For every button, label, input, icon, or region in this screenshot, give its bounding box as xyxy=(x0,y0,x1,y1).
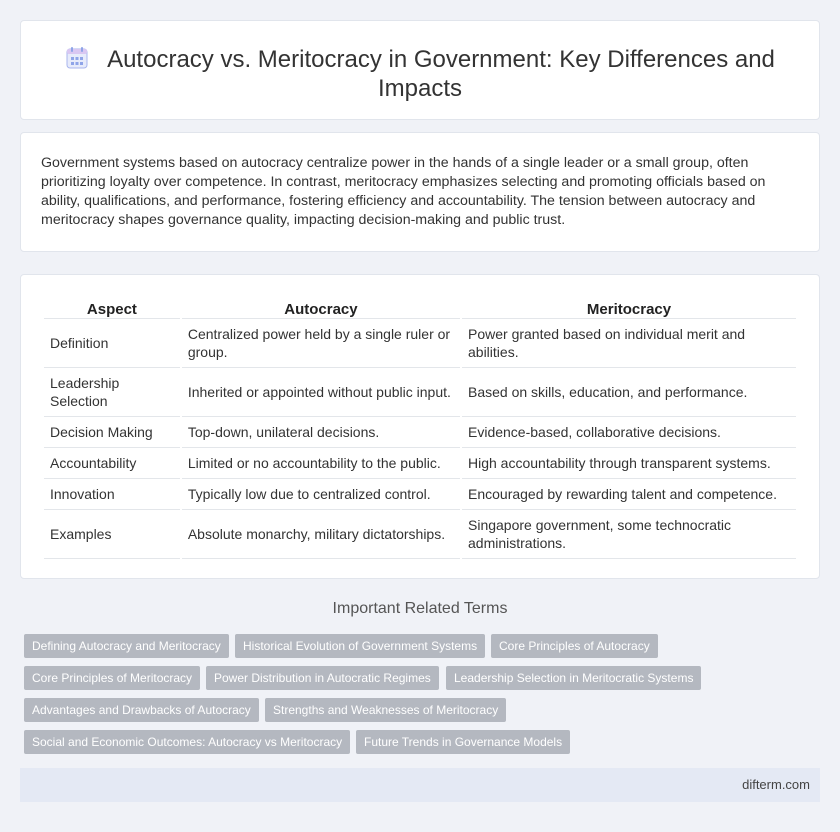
table-cell-meritocracy: Singapore government, some technocratic administrations. xyxy=(462,510,796,559)
table-cell-meritocracy: Evidence-based, collaborative decisions. xyxy=(462,417,796,448)
table-cell-autocracy: Typically low due to centralized control. xyxy=(182,479,460,510)
table-cell-autocracy: Limited or no accountability to the public. xyxy=(182,448,460,479)
table-cell-aspect: Accountability xyxy=(44,448,180,479)
comparison-table-card xyxy=(20,274,820,579)
table-cell-aspect: Innovation xyxy=(44,479,180,510)
intro-paragraph: Government systems based on autocracy centralize power in the hands of a single leader or a small group, often prioritizing loyalty over competence. In contrast, meritocracy emphasizes selecting and promoting officials based on ability, qualifications, and performance, fostering efficiency and accountability. The tension between autocracy and meritocracy shapes governance quality, impacting decision-making and public trust. xyxy=(41,155,766,228)
related-term-link[interactable]: Core Principles of Autocracy xyxy=(491,634,658,658)
related-term-link[interactable]: Power Distribution in Autocratic Regimes xyxy=(206,666,439,690)
table-cell-autocracy: Absolute monarchy, military dictatorships. xyxy=(182,510,460,559)
table-row xyxy=(44,448,796,479)
related-term-link[interactable]: Strengths and Weaknesses of Meritocracy xyxy=(265,698,506,722)
table-cell-aspect: Decision Making xyxy=(44,417,180,448)
table-cell-autocracy: Top-down, unilateral decisions. xyxy=(182,417,460,448)
related-term-link[interactable]: Leadership Selection in Meritocratic Systems xyxy=(446,666,701,690)
footer-site-link[interactable]: difterm.com xyxy=(742,777,810,792)
related-term-link[interactable]: Social and Economic Outcomes: Autocracy vs Meritocracy xyxy=(24,730,350,754)
table-cell-autocracy: Inherited or appointed without public input. xyxy=(182,368,460,417)
table-cell-aspect: Definition xyxy=(44,319,180,368)
intro-card xyxy=(20,132,820,252)
page-title-text: Autocracy vs. Meritocracy in Government: Key Differences and Impacts xyxy=(107,46,775,102)
comparison-table xyxy=(42,295,798,559)
table-row xyxy=(44,368,796,417)
column-header-meritocracy: Meritocracy xyxy=(462,295,796,319)
table-cell-meritocracy: Based on skills, education, and performance. xyxy=(462,368,796,417)
table-row xyxy=(44,319,796,368)
column-header-autocracy: Autocracy xyxy=(182,295,460,319)
related-term-link[interactable]: Defining Autocracy and Meritocracy xyxy=(24,634,229,658)
table-row xyxy=(44,479,796,510)
table-row xyxy=(44,417,796,448)
footer-bar xyxy=(20,768,820,802)
table-cell-meritocracy: Power granted based on individual merit and abilities. xyxy=(462,319,796,368)
table-cell-autocracy: Centralized power held by a single ruler or group. xyxy=(182,319,460,368)
related-term-link[interactable]: Historical Evolution of Government Systems xyxy=(235,634,485,658)
table-header-row xyxy=(44,295,796,319)
related-term-link[interactable]: Core Principles of Meritocracy xyxy=(24,666,200,690)
page-title xyxy=(21,45,819,103)
header-card xyxy=(20,20,820,120)
related-term-link[interactable]: Advantages and Drawbacks of Autocracy xyxy=(24,698,259,722)
table-cell-aspect: Examples xyxy=(44,510,180,559)
calendar-icon xyxy=(65,46,89,70)
related-terms-title: Important Related Terms xyxy=(332,600,508,617)
column-header-aspect: Aspect xyxy=(44,295,180,319)
table-cell-meritocracy: Encouraged by rewarding talent and competence. xyxy=(462,479,796,510)
table-cell-meritocracy: High accountability through transparent systems. xyxy=(462,448,796,479)
table-cell-aspect: Leadership Selection xyxy=(44,368,180,417)
related-term-link[interactable]: Future Trends in Governance Models xyxy=(356,730,570,754)
table-row xyxy=(44,510,796,559)
